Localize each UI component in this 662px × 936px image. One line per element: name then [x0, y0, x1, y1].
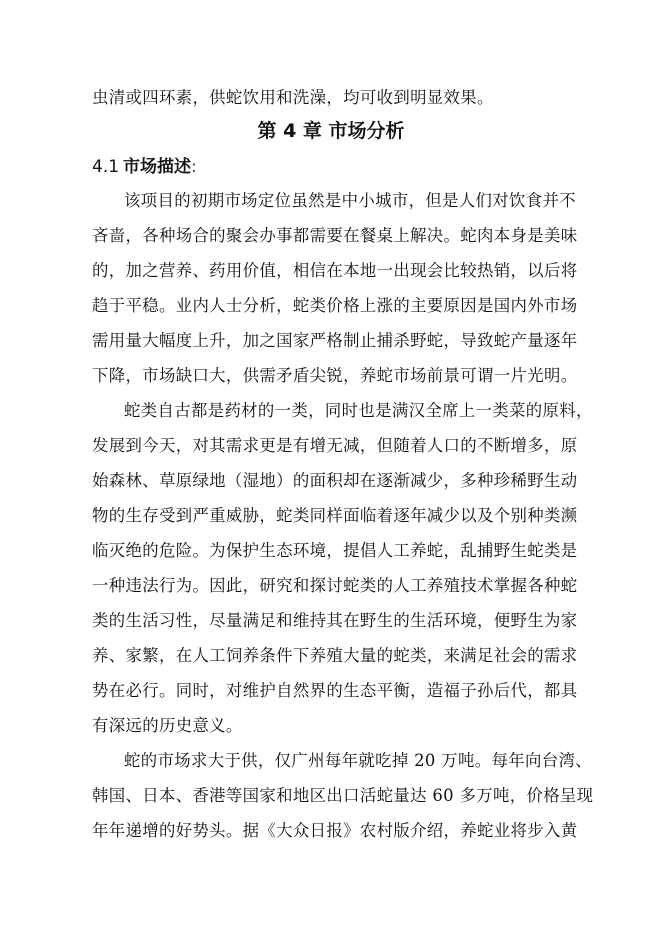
paragraph-1-line-2: 吝啬，各种场合的聚会办事都需要在餐桌上解决。蛇肉本身是美味	[92, 226, 578, 245]
paragraph-3-line-1: 蛇的市场求大于供，仅广州每年就吃掉 20 万吨。每年向台湾、	[124, 751, 592, 770]
paragraph-2-line-1: 蛇类自古都是药材的一类，同时也是满汉全席上一类菜的原料，	[124, 401, 593, 420]
paragraph-2-line-9: 势在必行。同时，对维护自然界的生态平衡，造福子孙后代，都具	[92, 681, 578, 700]
paragraph-1-line-6: 下降，市场缺口大，供需矛盾尖锐，养蛇市场前景可谓一片光明。	[92, 366, 578, 385]
paragraph-2-line-10: 有深远的历史意义。	[92, 716, 243, 735]
section-title: 市场描述	[123, 157, 192, 177]
section-colon: :	[191, 157, 197, 177]
paragraph-2-line-7: 类的生活习性，尽量满足和维持其在野生的生活环境，便野生为家	[92, 611, 578, 630]
intro-text-line: 虫清或四环素，供蛇饮用和洗澡，均可收到明显效果。	[92, 88, 494, 107]
paragraph-3-line-2: 韩国、日本、香港等国家和地区出口活蛇量达 60 多万吨，价格呈现	[92, 786, 594, 805]
paragraph-2-line-8: 养、家繁，在人工饲养条件下养殖大量的蛇类，来满足社会的需求	[92, 646, 578, 665]
paragraph-2-line-2: 发展到今天，对其需求更是有增无减，但随着人口的不断增多，原	[92, 436, 578, 455]
paragraph-3-line-3: 年年递增的好势头。据《大众日报》农村版介绍，养蛇业将步入黄	[92, 821, 578, 840]
paragraph-2-line-6: 一种违法行为。因此，研究和探讨蛇类的人工养殖技术掌握各种蛇	[92, 576, 578, 595]
paragraph-1-line-1: 该项目的初期市场定位虽然是中小城市，但是人们对饮食并不	[124, 191, 576, 210]
section-number: 4.1	[92, 157, 120, 177]
paragraph-2-line-4: 物的生存受到严重威胁，蛇类同样面临着逐年减少以及个别种类濒	[92, 506, 578, 525]
chapter-title: 第 4 章 市场分析	[257, 120, 405, 142]
section-heading	[92, 155, 197, 179]
paragraph-2-line-5: 临灭绝的危险。为保护生态环境，提倡人工养蛇，乱捕野生蛇类是	[92, 541, 578, 560]
paragraph-1-line-3: 的，加之营养、药用价值，相信在本地一出现会比较热销，以后将	[92, 261, 578, 280]
paragraph-2-line-3: 始森林、草原绿地（湿地）的面积却在逐渐减少，多种珍稀野生动	[92, 471, 578, 490]
paragraph-1-line-4: 趋于平稳。业内人士分析，蛇类价格上涨的主要原因是国内外市场	[92, 296, 578, 315]
paragraph-1-line-5: 需用量大幅度上升，加之国家严格制止捕杀野蛇，导致蛇产量逐年	[92, 331, 578, 350]
